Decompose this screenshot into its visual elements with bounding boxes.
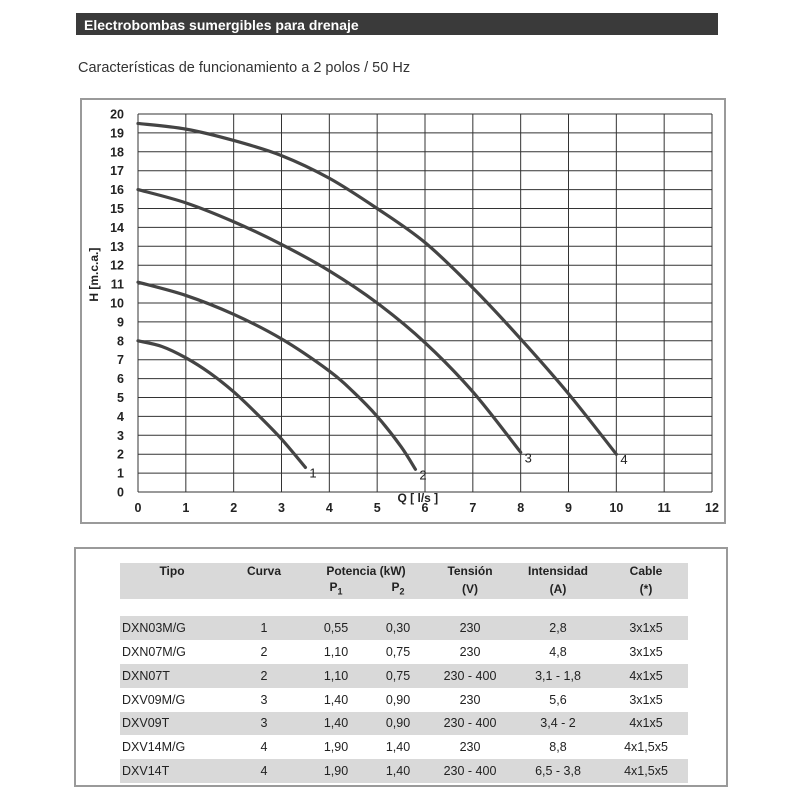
table-row — [120, 616, 688, 640]
curve-1-label: 1 — [309, 465, 317, 481]
table-row — [120, 735, 688, 759]
col-header-tension-unit: (V) — [428, 580, 512, 599]
table-cell: 1,40 — [368, 759, 428, 783]
table-cell: 2 — [260, 645, 268, 660]
table-cell: 3 — [260, 692, 268, 707]
x-tick-label: 3 — [278, 501, 285, 515]
table-row — [120, 688, 688, 712]
table-cell: 1,40 — [323, 692, 349, 707]
table-cell: 1,90 — [304, 759, 368, 783]
table-cell: 4x1x5 — [604, 712, 688, 736]
x-tick-label: 12 — [705, 501, 719, 515]
y-tick-label: 7 — [117, 353, 124, 368]
table-cell: 1,40 — [304, 712, 368, 736]
table-cell: 4x1,5x5 — [604, 759, 688, 783]
x-tick-label: 10 — [609, 501, 624, 515]
table-cell: 1 — [224, 616, 304, 640]
table-cell: 3,4 - 2 — [512, 712, 604, 736]
table-cell: 4 — [260, 740, 268, 755]
table-cell: 1,90 — [323, 740, 349, 755]
table-cell: 230 — [428, 616, 512, 640]
table-cell: 230 - 400 — [428, 712, 512, 736]
y-tick-label: 18 — [110, 145, 124, 160]
col-header-cable: Cable — [604, 563, 688, 580]
table-cell: 3 — [224, 712, 304, 736]
table-cell: 230 — [459, 740, 481, 755]
table-cell: DXV09M/G — [122, 692, 186, 707]
table-cell: 4x1,5x5 — [624, 740, 668, 755]
y-tick-label: 11 — [110, 277, 124, 292]
x-tick-label: 5 — [373, 501, 381, 515]
page-subtitle: Características de funcionamiento a 2 polos / 50 Hz — [78, 60, 411, 76]
table-cell: 3x1x5 — [604, 616, 688, 640]
y-tick-label: 6 — [117, 372, 124, 387]
y-tick-label: 9 — [117, 315, 124, 330]
table-cell: DXV14M/G — [122, 740, 186, 755]
y-axis-label: H [m.c.a.] — [87, 247, 101, 302]
y-tick-label: 19 — [110, 126, 124, 141]
y-tick-label: 12 — [110, 258, 124, 273]
table-cell: DXN03M/G — [120, 616, 224, 640]
x-tick-label: 8 — [517, 501, 525, 515]
y-tick-label: 13 — [110, 239, 124, 254]
curve-3-label: 3 — [524, 450, 532, 466]
col-header-p1: $P_1$ — [304, 580, 368, 599]
table-cell: 230 - 400 — [428, 759, 512, 783]
y-tick-label: 10 — [110, 296, 124, 311]
x-tick-label: 6 — [421, 501, 429, 515]
header-title: Electrobombas sumergibles para drenaje — [84, 17, 359, 33]
y-tick-label: 14 — [110, 220, 124, 235]
curve-4-label: 4 — [620, 452, 628, 468]
table-cell: 230 - 400 — [428, 664, 512, 688]
y-tick-label: 20 — [110, 107, 124, 122]
x-tick-label: 1 — [182, 501, 190, 515]
col-header-potencia: Potencia (kW) — [304, 563, 428, 580]
table-cell: 5,6 — [549, 692, 567, 707]
x-tick-label: 2 — [230, 501, 238, 515]
table-cell: 0,75 — [385, 645, 411, 660]
table-cell: 4,8 — [549, 645, 567, 660]
col-header-cable-note: (*) — [604, 580, 688, 599]
y-tick-label: 2 — [117, 447, 124, 462]
y-tick-label: 16 — [110, 183, 124, 198]
x-axis-label: Q [ l/s ] — [397, 491, 439, 505]
table-cell: 4x1x5 — [604, 664, 688, 688]
table-cell: 4 — [224, 759, 304, 783]
y-tick-label: 5 — [117, 391, 124, 405]
table-panel — [74, 547, 728, 787]
col-header-tension: Tensión — [428, 563, 512, 580]
table-row — [120, 664, 688, 688]
table-cell: 2,8 — [512, 616, 604, 640]
col-header-intensidad: Intensidad — [512, 563, 604, 580]
table-row — [120, 712, 688, 736]
table-cell: DXV09T — [120, 712, 224, 736]
chart-panel — [80, 98, 726, 524]
table-cell: 230 — [459, 645, 481, 660]
x-tick-label: 4 — [325, 501, 333, 515]
table-cell: 3x1x5 — [629, 645, 663, 660]
table-cell: 6,5 - 3,8 — [512, 759, 604, 783]
col-header-p2: $P_2$ — [368, 580, 428, 599]
table-cell: 0,75 — [368, 664, 428, 688]
table-cell: DXV14T — [120, 759, 224, 783]
table-cell: DXN07T — [120, 664, 224, 688]
y-tick-label: 17 — [110, 164, 124, 179]
x-tick-label: 9 — [565, 501, 572, 515]
table-cell: 3,1 - 1,8 — [512, 664, 604, 688]
y-tick-label: 4 — [117, 409, 124, 424]
performance-chart — [82, 100, 724, 522]
table-cell: 8,8 — [549, 740, 567, 755]
curve-2-label: 2 — [419, 467, 427, 483]
y-tick-label: 15 — [110, 202, 124, 216]
col-header-curva: Curva — [224, 563, 304, 580]
x-tick-label: 11 — [657, 501, 671, 515]
table-cell: 1,10 — [304, 664, 368, 688]
x-tick-label: 0 — [134, 501, 142, 515]
spec-table — [120, 563, 688, 783]
table-cell: 1,10 — [323, 645, 349, 660]
y-tick-label: 8 — [117, 334, 124, 349]
table-cell: 1,40 — [385, 740, 411, 755]
table-cell: 2 — [224, 664, 304, 688]
table-row — [120, 640, 688, 664]
table-cell: 0,55 — [304, 616, 368, 640]
header-bar — [76, 13, 718, 35]
table-cell: 0,90 — [368, 712, 428, 736]
table-cell: 0,90 — [385, 692, 411, 707]
table-cell: DXN07M/G — [122, 645, 186, 660]
x-tick-label: 7 — [469, 501, 477, 515]
curve-2-line — [138, 282, 415, 469]
col-header-tipo: Tipo — [120, 563, 224, 580]
col-header-intensidad-unit: (A) — [512, 580, 604, 599]
y-tick-label: 3 — [117, 428, 124, 443]
y-tick-label: 0 — [117, 485, 124, 500]
y-tick-label: 1 — [117, 466, 124, 481]
table-cell: 0,30 — [368, 616, 428, 640]
table-cell: 3x1x5 — [629, 692, 663, 707]
table-cell: 230 — [459, 692, 481, 707]
table-row — [120, 759, 688, 783]
